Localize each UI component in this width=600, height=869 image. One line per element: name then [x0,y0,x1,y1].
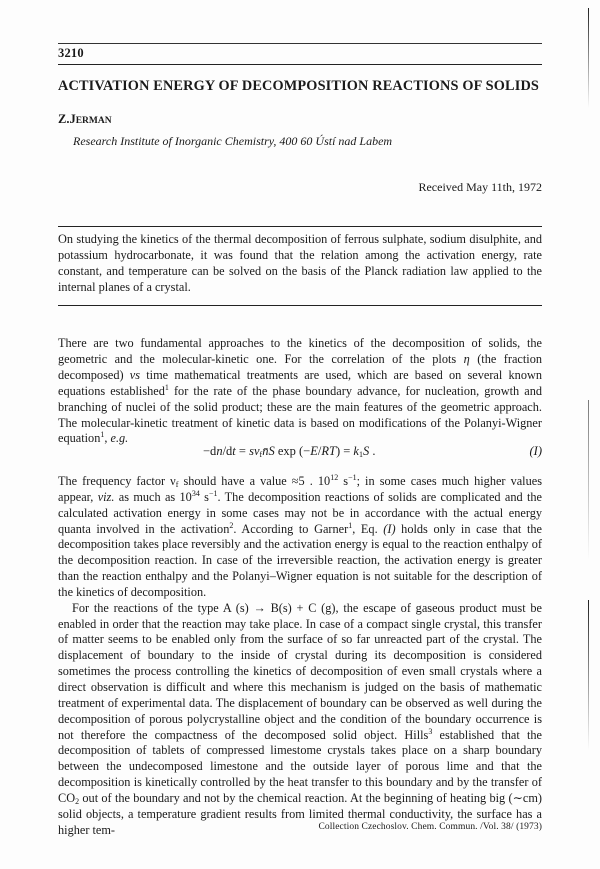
equation-label: (I) [529,444,542,458]
scan-edge-artifact [588,8,589,108]
reference-2: 2 [229,520,234,530]
author-initial: Z.J [58,112,76,126]
received-date: Received May 11th, 1972 [418,180,542,194]
reference-1: 1 [164,382,169,392]
header-bottom-rule [58,64,542,65]
abstract-bottom-rule [58,305,542,306]
body-paragraph-2: The frequency factor $\nu_f$ should have a value ≈5 . $10^{12}$ $s^{-1}$; in some cases much higher values appear, viz. as much as $10^{34}$ $s^{-1}$. The decomposition reactions of solids are complicated and the calculated activation energy in some cases may not be in accordance with the actual energy quanta involved in the activation$^2$. According to Garner$^1$, Eq. (I) holds only in case that the decomposition takes place reversibly and the activation energy is equal to the reaction enthalpy of the decomposition reaction. In case of the irreversible reaction, the activation energy is greater than the reaction enthalpy and the Polanyi–Wigner equation is not suitable for the description of the kinetics of decomposition. [58,473,543,599]
page-number: 3210 [58,46,84,60]
abstract-top-rule [58,226,542,227]
equation-1 [203,444,542,459]
author-surname-smallcaps: ERMAN [75,116,112,126]
equation-expression: $-dn/dt = s\nu_fn̄S$ $\exp (-E/RT) = k_1S$ . [203,444,376,459]
author-affiliation: Research Institute of Inorganic Chemistry, 400 60 Ústí nad Labem [73,134,393,148]
body-paragraph-3: For the reactions of the type A (s) → B(s) + C (g), the escape of gaseous product must be enabled in order that the reaction may take place. In case of a compact single crystal, this transfer of matter seems to be enabled only from the surface of so far unreacted part of the crystal. The displacement of boundary to the inside of crystal during its decomposition is considered sometimes the process controlling the kinetics of decomposition of even small crystals where a direct observation is difficult and where this mechanism is judged on the basis of mathematic treatment of experimental data. The displacement of boundary can be observed as well during the decomposition of porous polycrystalline object and the condition of the boundary occurrence is not therefore the compactness of the decomposed solid object. Hills$^3$ established that the decomposition of tablets of compressed limestome crystals takes place on a sharp boundary between the undecomposed limestone and the outside layer of porous lime and that the decomposition is kinetically controlled by the heat transfer to this boundary and by the transfer of $CO_2$ out of the boundary and not by the chemical reaction. At the beginning of heating big (∼cm) solid objects, a temperature gradient results from limited thermal conductivity, the surface has a higher tem- [58,600,542,837]
body-text-continued [58,474,542,838]
scan-edge-artifact [588,400,589,560]
reference-1: 1 [348,520,353,530]
header-top-rule [58,43,542,44]
abstract: On studying the kinetics of the thermal decomposition of ferrous sulphate, sodium disulphite, and potassium hydrocarbonate, it was found that the relation among the activation energy, rate constant, and temperature can be solved on the basis of the Planck radiation law applied to the internal planes of a crystal. [58,232,542,294]
reference-3: 3 [428,726,433,736]
reference-1: 1 [100,430,105,440]
scan-edge-artifact [588,600,589,750]
journal-citation-footer: Collection Czechoslov. Chem. Commun. /Vol. 38/ (1973) [318,822,542,832]
article-title: ACTIVATION ENERGY OF DECOMPOSITION REACTIONS OF SOLIDS [58,78,540,94]
body-paragraph-1: There are two fundamental approaches to the kinetics of the decomposition of solids, the geometric and the molecular-kinetic one. For the correlation of the plots η (the fraction decomposed) vs time mathematical treatments are used, which are based on several known equations established$^1$ for the rate of the phase boundary advance, for nucleation, growth and branching of nuclei of the solid product; these are the main features of the geometric approach. The molecular-kinetic treatment of kinetic data is based on modifications of the Polanyi-Wigner equation$^1$, e.g. [58,336,542,446]
author-name [58,112,112,127]
